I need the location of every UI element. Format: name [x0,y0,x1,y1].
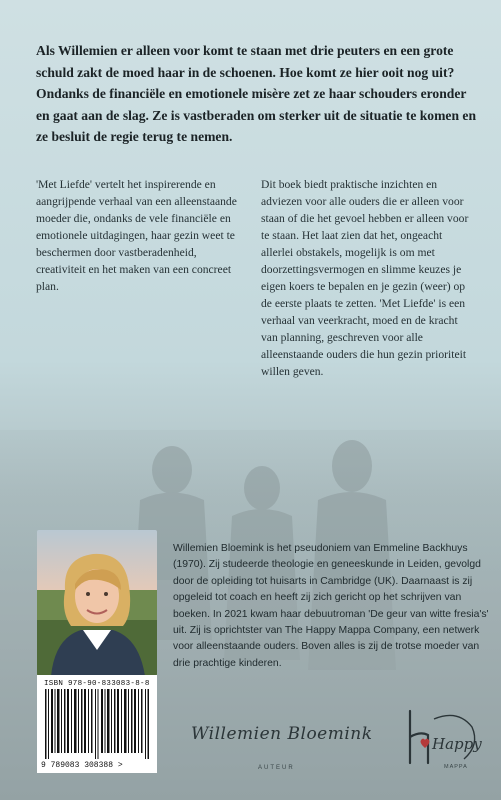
logo-subtitle: MAPPA [444,764,468,770]
intro-paragraph: Als Willemien er alleen voor komt te staan met drie peuters en een grote schuld zakt de moed haar in de schoenen. Hoe komt ze hier ooit nog uit? Ondanks de financiële en emotionele misère zet ze haar schouders eronder en gaat aan de slag. Ze is vastberaden om sterker uit de situatie te komen en ze besluit de regie terug te nemen. [36,43,477,144]
logo-text: Happy [432,735,482,753]
isbn-number: ISBN 978-90-833083-8-8 [44,680,150,688]
description-right-column: Dit boek biedt praktische inzichten en adviezen voor alle ouders die er alleen voor staan of die het gevoel hebben er alleen voor te staan. Het laat zien dat het, ongeacht allerlei obstakels, mogelijk is om met doorzettingsvermogen en slimme keuzes je eigen koers te bepalen en je gezin (weer) op de eerste plaats te zetten. 'Met Liefde' is een verhaal van veerkracht, moed en de kracht van planning, geschreven voor alle alleenstaande ouders die hun gezin prioriteit willen geven. [261,178,469,378]
description-left-column: 'Met Liefde' vertelt het inspirerende en aangrijpende verhaal van een alleenstaande moeder die, ondanks de vele financiële en emotionele uitdagingen, haar gezin weet te beschermen door vastberadenheid, creativiteit en het maken van een concreet plan. [36,178,237,293]
author-signature: Willemien Bloemink [191,724,373,744]
barcode-icon [43,689,151,759]
author-photo [37,530,157,676]
ean-number: 9 789083 308388 > [41,761,123,770]
happy-mappa-logo-icon [398,705,482,775]
isbn-barcode [37,675,157,773]
author-role-label: AUTEUR [258,765,295,771]
author-bio: Willemien Bloemink is het pseudoniem van Emmeline Backhuys (1970). Zij studeerde theologie en geneeskunde in Leiden, gevolgd door de opleiding tot huisarts in Cambridge (UK). Daarnaast is zij opgeleid tot coach en heeft zij zich gericht op het schrijven van boeken. In 2021 kwam haar debuutroman 'De geur van witte fresia's' uit. Zij is oprichtster van The Happy Mappa Company, een netwerk voor alleenstaande ouders. Boven alles is zij de trotse moeder van drie prachtige kinderen. [173,543,489,669]
